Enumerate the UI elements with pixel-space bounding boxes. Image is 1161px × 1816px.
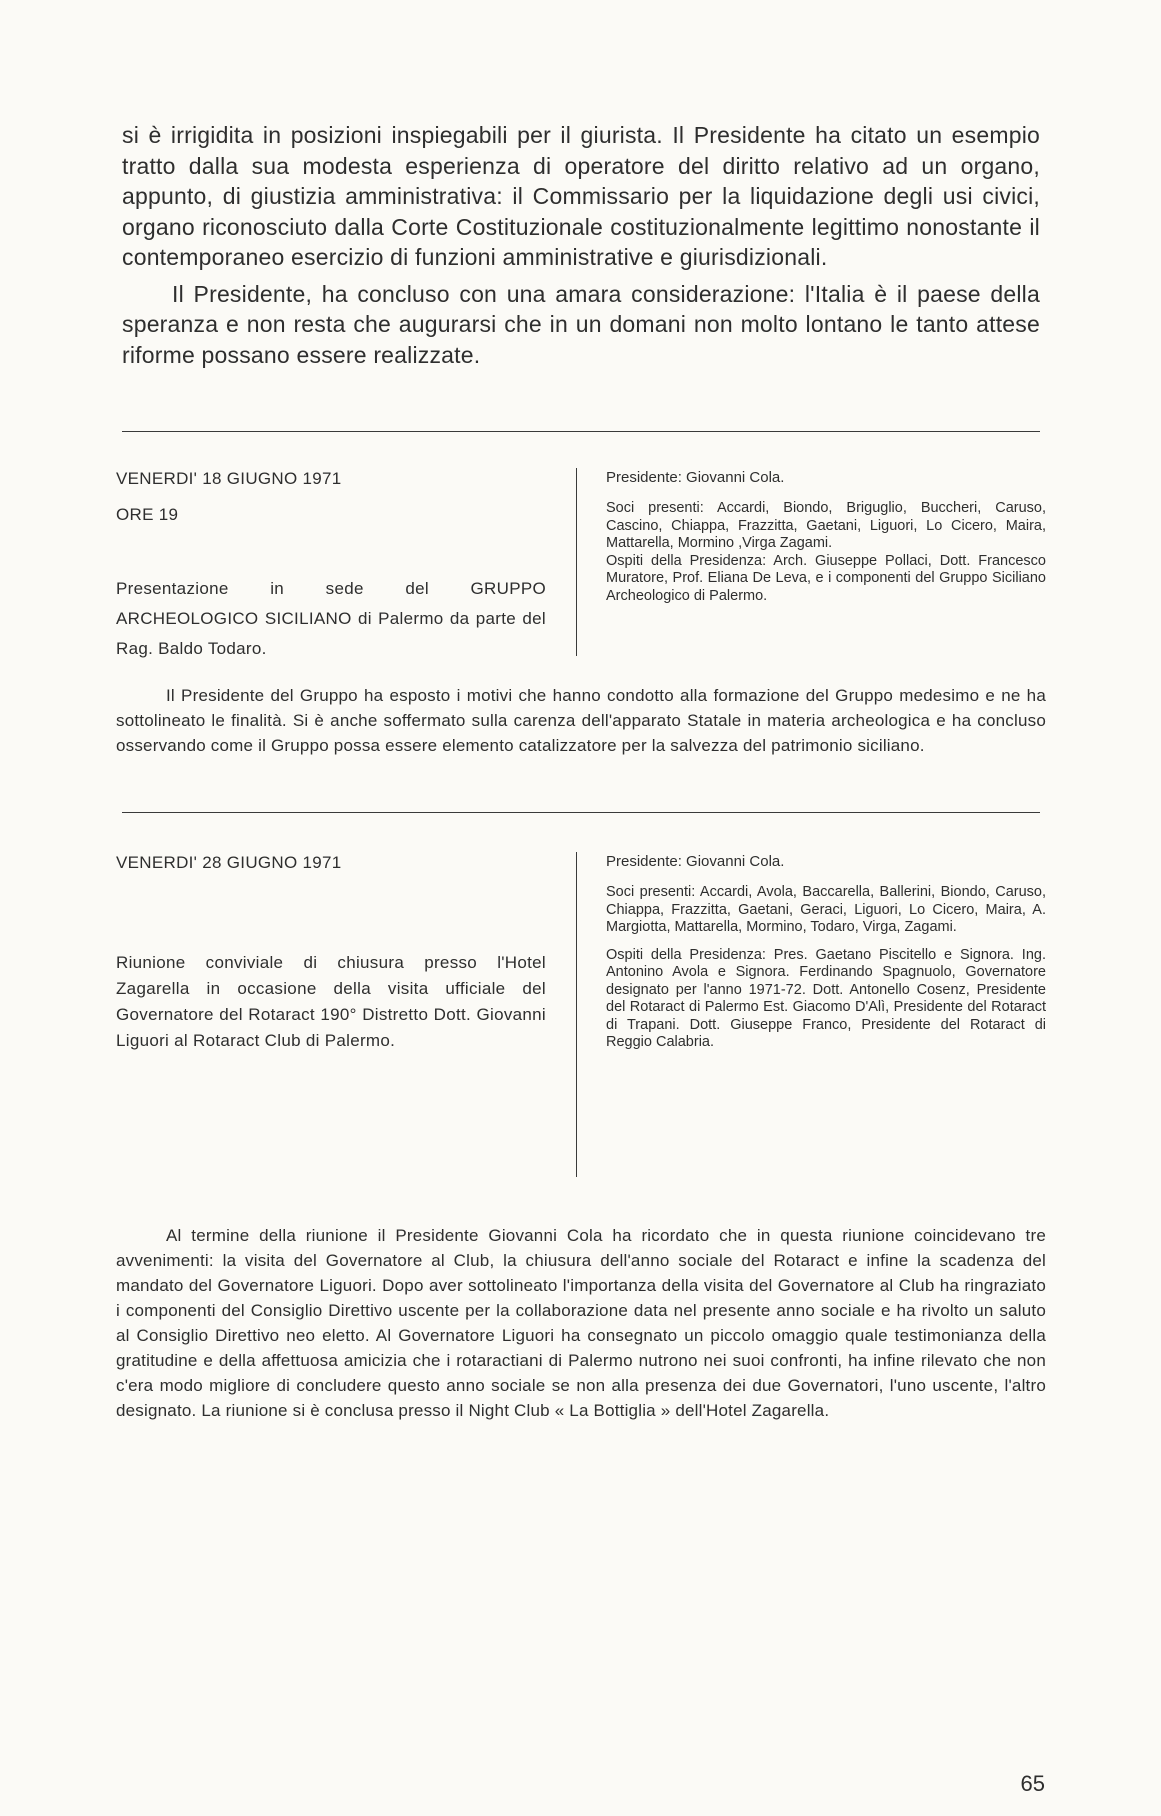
event-2-description: Riunione conviviale di chiusura presso l'Hotel Zagarella in occasione della visita ufficiale del Governatore del Rotaract 190° Distretto Dott. Giovanni Liguori al Rotaract Club di Palermo.: [116, 953, 546, 1050]
intro-paragraph-2: Il Presidente, ha concluso con una amara considerazione: l'Italia è il paese della speranza e non resta che augurarsi che in un domani non molto lontano le tanto attese riforme possano essere realizzate.: [122, 280, 1040, 368]
event-2-details: [116, 852, 546, 1054]
event-2-date: VENERDI' 28 GIUGNO 1971: [116, 853, 342, 872]
event-1-report: Il Presidente del Gruppo ha esposto i motivi che hanno condotto alla formazione del Gruppo medesimo e ne ha sottolineato le finalità. Si è anche soffermato sulla carenza dell'apparato Statale in materia archeologica e ha concluso osservando come il Gruppo possa essere elemento catalizzatore per la salvezza del patrimonio siciliano.: [116, 686, 1046, 755]
page-number: 65: [1020, 1771, 1045, 1796]
intro-section: [122, 120, 1040, 370]
event-1-column-divider: [576, 468, 577, 656]
event-1-time: ORE 19: [116, 505, 179, 524]
event-1-attendance: [606, 468, 1046, 605]
event-1-president: Presidente: Giovanni Cola.: [606, 469, 785, 486]
section-divider-2: [122, 812, 1040, 813]
event-2-attendance: [606, 852, 1046, 1052]
event-1-description: Presentazione in sede del GRUPPO ARCHEOLOGICO SICILIANO di Palermo da parte del Rag. Baldo Todaro.: [116, 579, 546, 658]
event-1-members: Soci presenti: Accardi, Biondo, Briguglio, Buccheri, Caruso, Cascino, Chiappa, Frazzitta, Gaetani, Liguori, Lo Cicero, Maira, Mattarella, Mormino ,Virga Zagami.: [606, 500, 1046, 551]
event-1-date: VENERDI' 18 GIUGNO 1971: [116, 469, 342, 488]
event-2-report: Al termine della riunione il Presidente Giovanni Cola ha ricordato che in questa riunione coincidevano tre avvenimenti: la visita del Governatore al Club, la chiusura dell'anno sociale del Rotaract e infine la scadenza del mandato del Governatore Liguori. Dopo aver sottolineato l'importanza della visita del Governatore al Club ha ringraziato i componenti del Consiglio Direttivo uscente per la collaborazione data nel presente anno sociale e ha rivolto un saluto al Consiglio Direttivo neo eletto. Al Governatore Liguori ha consegnato un piccolo omaggio quale testimonianza della gratitudine e della affettuosa amicizia che i rotaractiani di Palermo nutrono nei suoi confronti, ha infine rilevato che non c'era modo migliore di concludere questo anno sociale se non alla presenza dei due Governatori, l'uno uscente, l'altro designato. La riunione si è conclusa presso il Night Club « La Bottiglia » dell'Hotel Zagarella.: [116, 1226, 1046, 1420]
event-1-guests: Ospiti della Presidenza: Arch. Giuseppe Pollaci, Dott. Francesco Muratore, Prof. Eliana De Leva, e i componenti del Gruppo Siciliano Archeologico di Palermo.: [606, 552, 1046, 604]
event-1-details: [116, 468, 546, 664]
event-2-president: Presidente: Giovanni Cola.: [606, 853, 785, 870]
section-divider-1: [122, 431, 1040, 432]
intro-paragraph-1: si è irrigidita in posizioni inspiegabili per il giurista. Il Presidente ha citato un esempio tratto dalla sua modesta esperienza di operatore del diritto relativo ad un organo, appunto, di giustizia amministrativa: il Commissario per la liquidazione degli usi civici, organo riconosciuto dalla Corte Costituzionale costituzionalmente legittimo nonostante il contemporaneo esercizio di funzioni amministrative e giurisdizionali.: [122, 122, 1040, 270]
event-2-members: Soci presenti: Accardi, Avola, Baccarella, Ballerini, Biondo, Caruso, Chiappa, Frazzitta, Gaetani, Geraci, Liguori, Lo Cicero, Maira, A. Margiotta, Mattarella, Mormino, Todaro, Virga, Zagami.: [606, 884, 1046, 935]
event-2-guests: Ospiti della Presidenza: Pres. Gaetano Piscitello e Signora. Ing. Antonino Avola e Signora. Ferdinando Spagnuolo, Governatore designato per l'anno 1971-72. Dott. Antonello Cosenz, Presidente del Rotaract di Palermo Est. Giacomo D'Alì, Presidente del Rotaract di Trapani. Dott. Giuseppe Franco, Presidente del Rotaract di Reggio Calabria.: [606, 946, 1046, 1050]
event-2-column-divider: [576, 852, 577, 1177]
